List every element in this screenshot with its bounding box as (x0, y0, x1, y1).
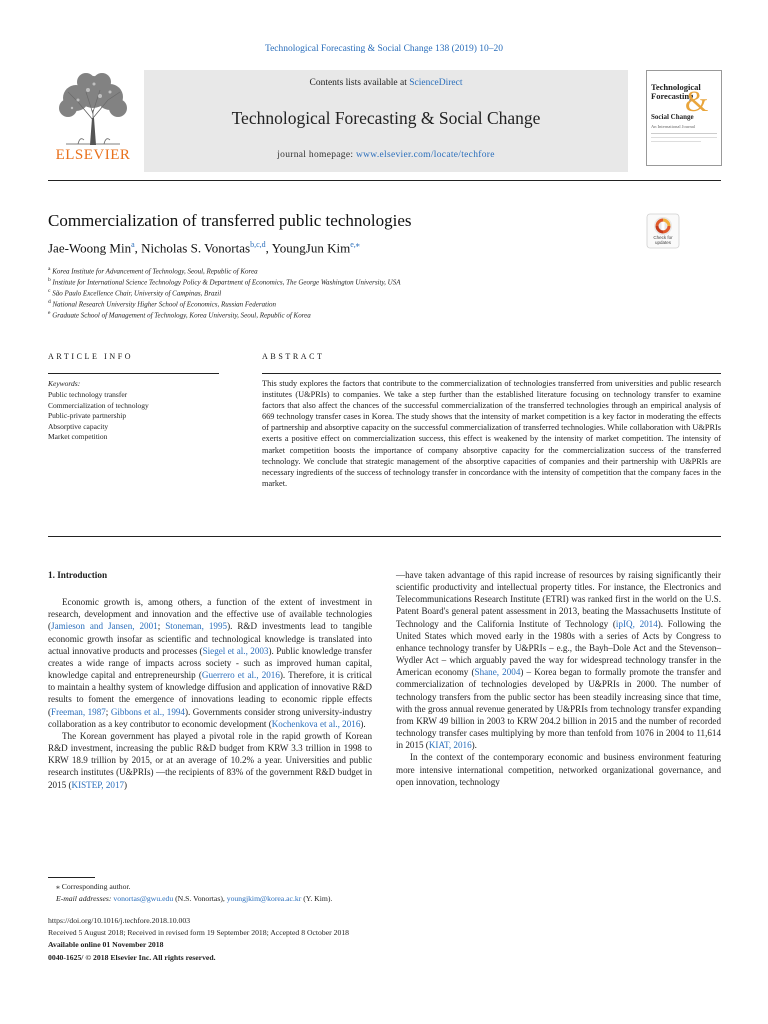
keyword-item: Absorptive capacity (48, 421, 109, 431)
badge-label (646, 235, 680, 245)
paragraph (396, 569, 721, 751)
paragraph-text: —have taken advantage of this rapid increase of resources by raising significantly their scientific productivity and intellectual property titles. For instance, the Electronics and Telecommunications Research Institute (ETRI) was ranked first in the world on the U.S. Patent Board's general patent assessment in 2013, beating the Massachusetts Institute of Technology and the California Institute of Technology ( (396, 570, 721, 629)
author-name[interactable]: YoungJun Kim (271, 240, 351, 256)
body-right-column (396, 569, 721, 788)
affiliation-item (48, 277, 401, 286)
paragraph-text: ; (157, 621, 166, 632)
journal-citation-link[interactable]: Technological Forecasting & Social Change 138 (2019) 10–20 (264, 44, 504, 54)
body-left-column (48, 569, 372, 791)
paragraph-text: ) – Korea began to formally promote the transfer and commercialization of technologies developed by U&PRIs in 2000. The number of technology transfers from the public sector has been steadily increasing since that time, with the gross annual revenue generated by U&PRIs from technology transfer expanding from KRW 49 billion in 2003 to KRW 204.2 billion in 2015 and the number of recorded technology transfer cases multiplying by more than tenfold from 1076 in 2004 to 11,614 in 2015 ( (396, 667, 721, 751)
paragraph-text: The Korean government has played a pivotal role in the rapid growth of Korean R&D investment, increasing the public R&D budget from KRW 3.3 trillion in 1998 to KRW 18.9 trillion by 2015, or at an average of 10.2% a year. Universities and public research institutes (U&PRIs) —the recipients of 83% of the government R&D budget in 2015 ( (48, 730, 372, 790)
homepage-link[interactable]: www.elsevier.com/locate/techfore (355, 150, 495, 160)
abstract-heading: ABSTRACT (262, 352, 325, 361)
affiliation-marker: d (48, 299, 51, 305)
author-name[interactable]: Nicholas S. Vonortas (141, 240, 251, 256)
citation-link[interactable]: Gibbons et al., 1994 (110, 706, 185, 717)
email-label: E-mail addresses: (56, 894, 114, 903)
badge-line2: updates (654, 240, 671, 245)
paragraph-text: ). Following the United States which moved early in the 1980s with a series of Acts by Congress to enhance technology transfer by U&PRIs – e.g., the Bayh–Dole Act and the Stevenson–Wydler Act – which arguably paved the way for widespread technology transfer in the American economy ( (396, 618, 721, 678)
sciencedirect-link[interactable]: ScienceDirect (409, 78, 463, 88)
paragraph-text: ). (360, 718, 366, 729)
paragraph (48, 730, 372, 791)
article-title: Commercialization of transferred public technologies (48, 211, 412, 230)
article-info-heading: ARTICLE INFO (48, 352, 134, 361)
header-rule (48, 180, 721, 181)
email-link[interactable]: youngjkim@korea.ac.kr (226, 894, 302, 903)
citation-link[interactable]: KISTEP, 2017 (71, 779, 125, 790)
citation-link[interactable]: Jamieson and Jansen, 2001 (51, 621, 158, 632)
paragraph-text: ; (105, 706, 111, 717)
journal-banner (48, 70, 628, 172)
keyword-item: Public technology transfer (48, 390, 128, 399)
abstract-bottom-rule (48, 536, 721, 537)
email-owner: (N.S. Vonortas), (173, 894, 227, 903)
paragraph-text: Economic growth is, among others, a function of the extent of investment in research, development and innovation and the effective use of available technologies ( (48, 597, 372, 632)
elsevier-logo[interactable] (48, 70, 138, 170)
cover-divider (651, 133, 717, 134)
elsevier-wordmark: ELSEVIER (55, 147, 131, 163)
corresponding-author-note: ⁎ Corresponding author. (56, 882, 131, 891)
received-dates: Received 5 August 2018; Received in revised form 19 September 2018; Accepted 8 October 2018 (48, 928, 350, 937)
section-heading: 1. Introduction (48, 570, 108, 580)
author-name[interactable]: Jae-Woong Min (48, 240, 132, 256)
email-addresses (56, 894, 332, 903)
check-for-updates-badge[interactable] (646, 213, 680, 249)
email-owner: (Y. Kim). (301, 894, 333, 903)
doi-link[interactable]: https://doi.org/10.1016/j.techfore.2018.10.003 (48, 916, 191, 925)
paragraph (48, 596, 372, 730)
article-info-rule (48, 373, 219, 374)
affiliation-marker: c (48, 288, 51, 294)
citation-link[interactable]: Shane, 2004 (474, 667, 521, 678)
paragraph-text: ). Public knowledge transfer creates a wide range of impacts across society - such as improved human capital, knowledge capital and entrepreneurship ( (48, 645, 372, 681)
journal-title: Technological Forecasting & Social Change (231, 108, 541, 128)
paragraph-text: ) (124, 779, 128, 790)
cover-title-line2: Forecasting (651, 91, 694, 101)
affiliation-item (48, 299, 276, 308)
affiliation-text: São Paulo Excellence Chair, University of Campinas, Brazil (52, 289, 222, 298)
banner-info-panel (144, 70, 628, 172)
affiliation-item (48, 266, 258, 275)
citation-link[interactable]: Siegel et al., 2003 (202, 645, 269, 656)
journal-homepage (144, 150, 628, 160)
paragraph-text: In the context of the contemporary economic and business environment featuring more intensive international competition, networked organizational governance, and open innovation, technology (396, 752, 721, 787)
cover-divider (651, 137, 717, 138)
citation-link[interactable]: Guerrero et al., 2016 (201, 670, 280, 681)
cover-title-line1: Technological (651, 82, 701, 92)
cover-divider (651, 141, 701, 142)
keyword-item: Commercialization of technology (48, 400, 149, 410)
abstract-rule (262, 373, 721, 374)
affiliation-marker: a (48, 266, 51, 272)
author-separator: , (134, 240, 142, 256)
author-list (48, 240, 360, 256)
affiliation-marker: b (48, 277, 51, 283)
citation-link[interactable]: Kochenkova et al., 2016 (271, 718, 361, 729)
abstract-text: This study explores the factors that contribute to the commercialization of technologies transferred from universities and public research institutes (U&PRIs) to companies. We take a step further than the established literature focusing on technology transfer to examine factors that also affect the chances of the successful commercialization of the transferred technologies through an empirical analysis of 669 technology transfer cases in Korea. The study shows that the intensity of market competition is a key factor in moderating the effects of partnership and absorptive capacity on the successful commercialization of transferred technologies. While collaboration with U&PRIs exerts a positive effect on commercialization success, this effect is weakened by the intensity of market competition. The intensity of market competition boosts the importance of company absorptive capacity for the commercialization success of the transferred technology. We conclude that strategic management of the absorptive capacities of companies and their partnership with U&PRIs are necessary ingredients of the success of technology transfer in concordance with the intensity of competition that the company faces in the market. (262, 379, 721, 488)
elsevier-tree-icon (48, 70, 138, 148)
paragraph (396, 751, 721, 787)
author-affiliation-link[interactable]: e,⁎ (350, 240, 360, 249)
badge-line1: Check for (653, 235, 673, 240)
author-affiliation-link[interactable]: b,c,d (250, 240, 266, 249)
journal-cover-thumbnail[interactable] (646, 70, 722, 166)
cover-tagline: An International Journal (651, 124, 695, 129)
copyright-line: 0040-1625/ © 2018 Elsevier Inc. All rights reserved. (48, 953, 216, 962)
affiliation-text: National Research University Higher School of Economics, Russian Federation (52, 300, 277, 309)
affiliation-text: Graduate School of Management of Technology, Korea University, Seoul, Republic of Korea (52, 311, 311, 320)
paragraph-text: ). Therefore, it is critical to maintain a healthy system of knowledge diffusion and application of innovative R&D results to foment the emergence of innovations leading to economic ripple effects ( (48, 670, 372, 717)
footnote-rule (48, 877, 95, 878)
affiliation-item (48, 310, 311, 319)
keyword-item: Public-private partnership (48, 411, 127, 420)
email-link[interactable]: vonortas@gwu.edu (113, 894, 174, 903)
affiliation-text: Korea Institute for Advancement of Technology, Seoul, Republic of Korea (52, 267, 258, 276)
affiliation-item (48, 288, 221, 297)
cover-subtitle: Social Change (651, 113, 694, 121)
citation-link[interactable]: ipIQ, 2014 (615, 618, 658, 629)
author-affiliation-link[interactable]: a (131, 240, 135, 249)
paragraph-text: ). Governments consider strong university-industry collaboration as a key contributor to economic development ( (48, 706, 372, 729)
cover-ampersand: & (685, 85, 709, 118)
paragraph-text: ). (471, 740, 477, 751)
keyword-item: Market competition (48, 432, 108, 441)
affiliation-marker: e (48, 310, 51, 316)
author-separator: , (265, 240, 272, 256)
keywords-label: Keywords: (48, 379, 81, 388)
contents-prefix: Contents lists available at (309, 78, 410, 88)
available-online: Available online 01 November 2018 (48, 940, 164, 949)
citation-link[interactable]: Stoneman, 1995 (165, 621, 228, 632)
paragraph-text: ). R&D investments lead to tangible economic growth insofar as scientific and technological knowledge is translated into actual innovative products and processes ( (48, 621, 372, 656)
affiliation-text: Institute for International Science Technology Policy & Department of Economics, The George Washington University, USA (52, 278, 401, 287)
citation-link[interactable]: Freeman, 1987 (51, 706, 106, 717)
contents-available (144, 78, 628, 88)
citation-link[interactable]: KIAT, 2016 (428, 740, 472, 751)
homepage-prefix: journal homepage: (277, 150, 356, 160)
keywords-list (48, 390, 149, 443)
